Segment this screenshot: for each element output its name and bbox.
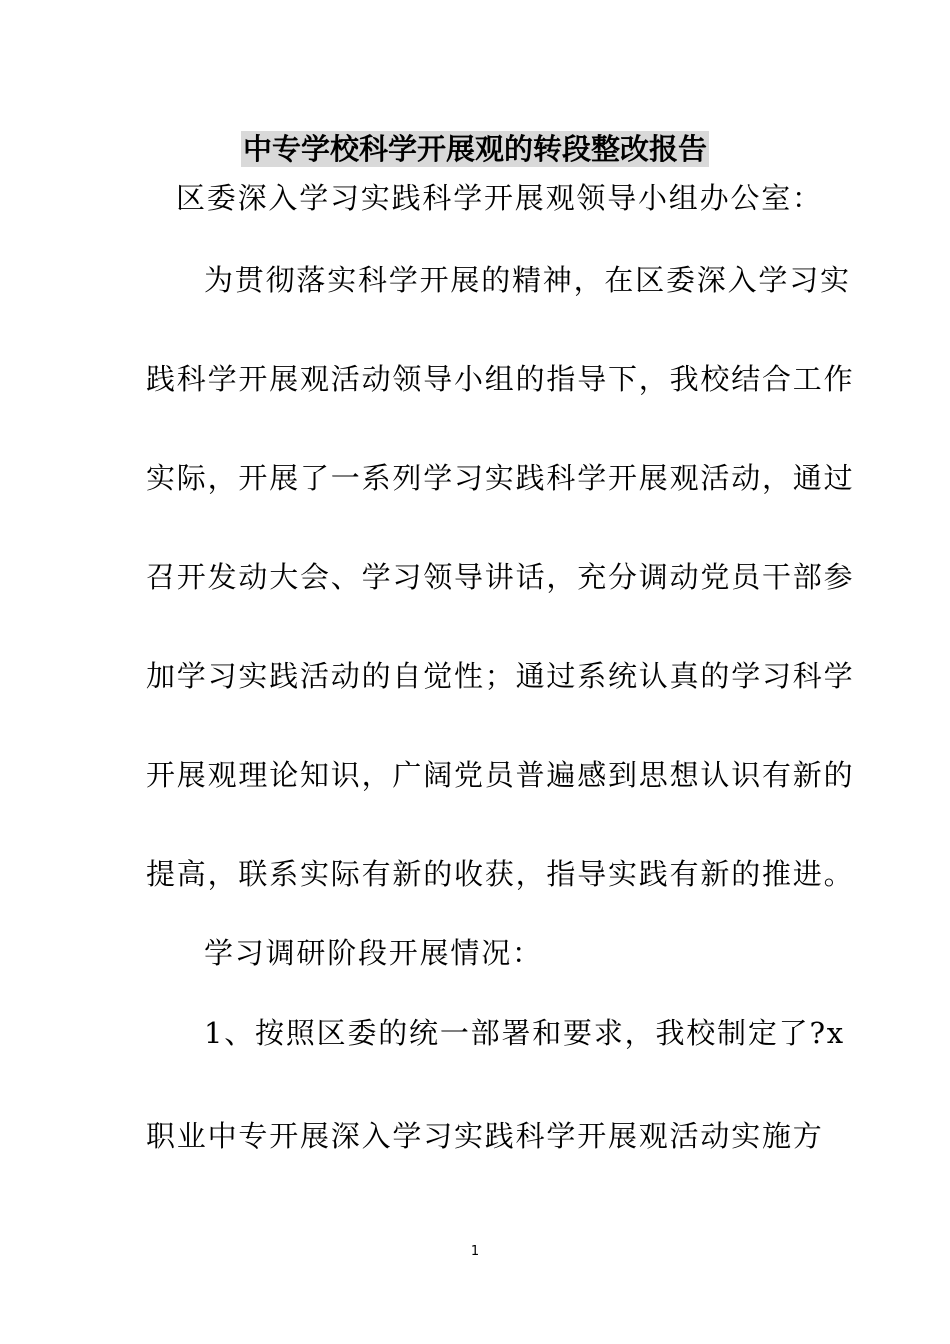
paragraph-line: 开展观理论知识，广阔党员普遍感到思想认识有新的 bbox=[146, 758, 855, 792]
page-number: 1 bbox=[470, 1244, 480, 1259]
paragraph-line: 召开发动大会、学习领导讲话，充分调动党员干部参 bbox=[146, 560, 855, 594]
paragraph-line: 践科学开展观活动领导小组的指导下，我校结合工作 bbox=[146, 362, 855, 396]
list-item-line: 1、按照区委的统一部署和要求，我校制定了?x bbox=[204, 1016, 845, 1050]
list-item-line: 职业中专开展深入学习实践科学开展观活动实施方 bbox=[146, 1119, 824, 1153]
paragraph-line: 实际，开展了一系列学习实践科学开展观活动，通过 bbox=[146, 461, 855, 495]
paragraph-line: 加学习实践活动的自觉性；通过系统认真的学习科学 bbox=[146, 659, 855, 693]
paragraph-line: 提高，联系实际有新的收获，指导实践有新的推进。 bbox=[146, 857, 855, 891]
salutation: 区委深入学习实践科学开展观领导小组办公室： bbox=[176, 181, 823, 215]
section-heading: 学习调研阶段开展情况： bbox=[204, 936, 543, 970]
paragraph-line: 为贯彻落实科学开展的精神，在区委深入学习实 bbox=[204, 263, 851, 297]
title-container bbox=[0, 131, 950, 167]
document-title: 中专学校科学开展观的转段整改报告 bbox=[242, 132, 707, 166]
